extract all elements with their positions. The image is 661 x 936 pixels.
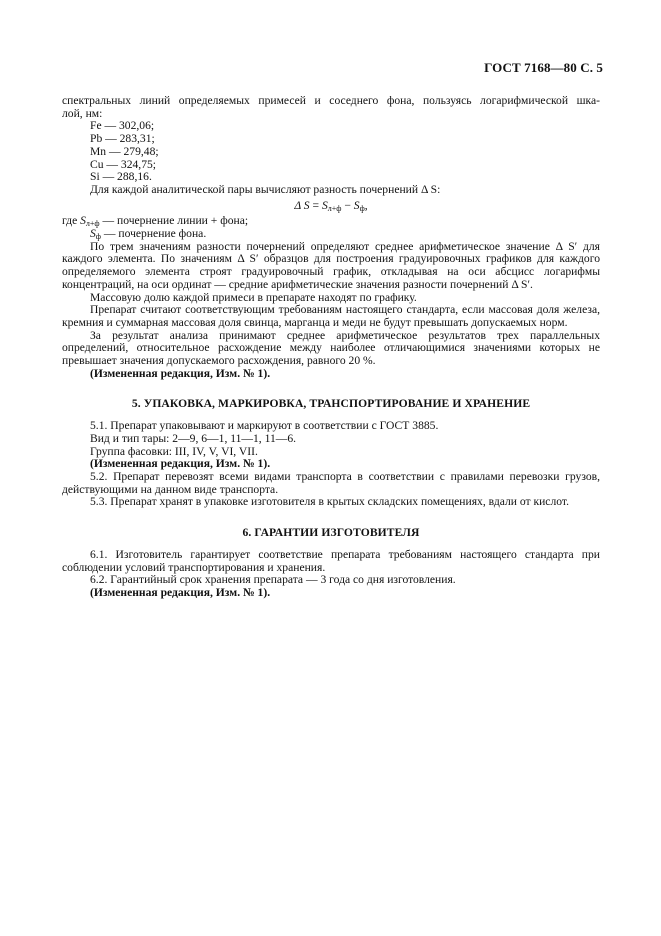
formula-s2: S	[353, 198, 360, 212]
container-types: Вид и тип тары: 2—9, 6—1, 11—1, 11—6.	[90, 431, 297, 445]
where-line-2	[62, 228, 600, 241]
intro-line-2: лой, нм:	[62, 106, 103, 120]
clause-5-3: 5.3. Препарат хранят в упаковке изготовителя в крытых складских помещениях, вдали от кислот.	[90, 495, 569, 509]
formula-minus: −	[341, 198, 354, 212]
where-s2-sub: ф	[95, 232, 101, 242]
document-body	[62, 95, 600, 600]
packing-group: Группа фасовки: III, IV, V, VI, VII.	[90, 444, 258, 458]
where-s2: S	[90, 227, 96, 241]
clause-6-2: 6.2. Гарантийный срок хранения препарата — 3 года со дня изготовления.	[90, 573, 456, 587]
intro-line-1: спектральных линий определяемых примесей и соседнего фона, пользуясь логарифмической шка-	[62, 94, 600, 107]
clause-5-2: 5.2. Препарат перевозят всеми видами транспорта в соответствии с правилами перевозки грузов, действующими на данном виде транспорта.	[62, 469, 600, 496]
formula-s1: S	[321, 198, 328, 212]
amendment-note-5: (Измененная редакция, Изм. № 1).	[90, 457, 271, 471]
page-header: ГОСТ 7168—80 С. 5	[484, 60, 603, 75]
wavelength-list	[62, 120, 600, 184]
wavelength-item-si: Si — 288,16.	[90, 170, 152, 184]
wavelength-item-cu: Cu — 324,75;	[90, 157, 157, 171]
where-s2-desc: — почернение фона.	[100, 227, 207, 241]
paragraph-result: За результат анализа принимают среднее арифметическое результатов трех параллельных определений, относительное расхождение между наиболее отличающимися значениями которых не превышает значения допускаемого расхождения, равного 20 %.	[62, 328, 600, 368]
formula-eq: =	[309, 198, 322, 212]
paragraph-conformity: Препарат считают соответствующим требованиям настоящего стандарта, если массовая доля железа, кремния и суммарная массовая доля свинца, марганца и меди не будут превышать допускаемых норм.	[62, 303, 600, 329]
where-s1: S	[80, 214, 86, 228]
wavelength-item-mn: Mn — 279,48;	[90, 144, 159, 158]
formula-intro: Для каждой аналитической пары вычисляют разность почернений Δ S:	[90, 182, 441, 196]
amendment-note-1: (Измененная редакция, Изм. № 1).	[90, 366, 271, 380]
density-difference-formula	[62, 200, 600, 213]
formula-end: ,	[364, 198, 368, 212]
section-5-title: 5. УПАКОВКА, МАРКИРОВКА, ТРАНСПОРТИРОВАНИЕ И ХРАНЕНИЕ	[131, 397, 531, 411]
amendment-note-6: (Измененная редакция, Изм. № 1).	[90, 585, 271, 599]
paragraph-mass-fraction: Массовую долю каждой примеси в препарате находят по графику.	[90, 290, 417, 304]
wavelength-item-pb: Pb — 283,31;	[90, 132, 155, 146]
formula-s2-sub: ф	[359, 203, 365, 213]
section-6-title: 6. ГАРАНТИИ ИЗГОТОВИТЕЛЯ	[242, 526, 420, 540]
where-s1-desc: — почернение линии + фона;	[99, 214, 249, 228]
formula-s1-sub: л+ф	[327, 203, 342, 213]
where-prefix: где	[62, 214, 81, 228]
wavelength-item-fe: Fe — 302,06;	[90, 119, 155, 133]
paragraph-mean-value: По трем значениям разности почернений определяют среднее арифметическое значение Δ S′ для каждого элемента. По значениям Δ S′ образцов для построения градуировочных графиков для каждого определяемого элемента строят градуировочный график, откладывая на оси абсцисс логарифмы концентраций, на оси ординат — средние арифметические значения разности почернений Δ S′.	[62, 239, 600, 291]
formula-lhs: Δ S	[294, 198, 310, 212]
clause-5-1: 5.1. Препарат упаковывают и маркируют в соответствии с ГОСТ 3885.	[90, 419, 439, 433]
clause-6-1: 6.1. Изготовитель гарантирует соответствие препарата требованиям настоящего стандарта при соблюдении условий транспортирования и хранения.	[62, 547, 600, 574]
where-s1-sub: л+ф	[85, 219, 100, 229]
